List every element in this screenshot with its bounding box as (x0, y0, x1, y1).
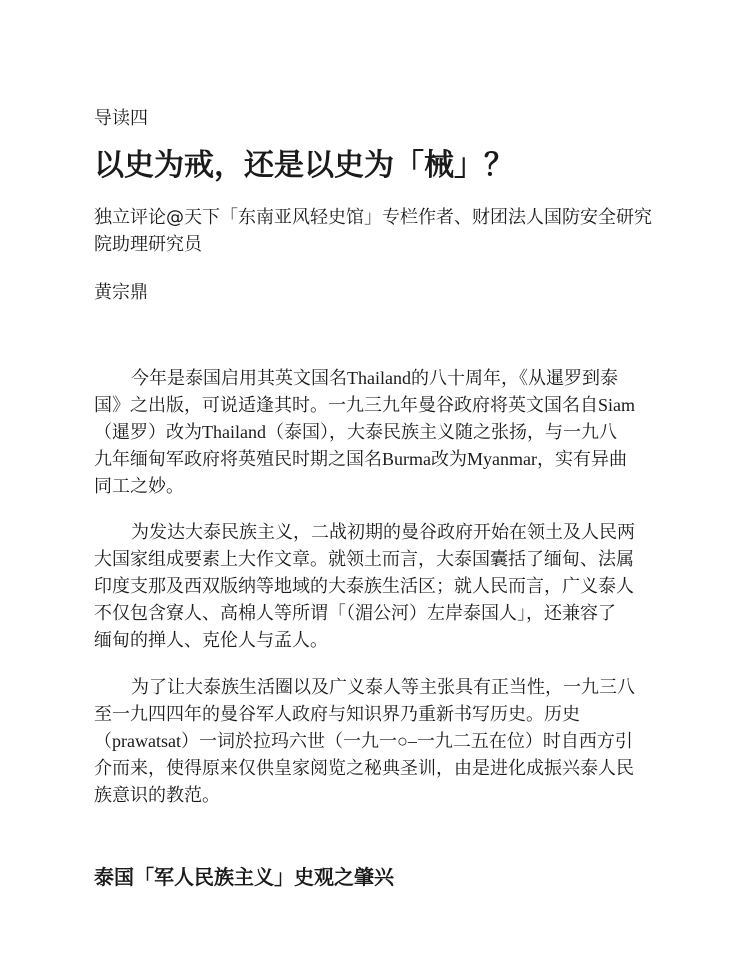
chapter-label: 导读四 (94, 108, 148, 129)
paragraph-line: 介而来，使得原来仅供皇家阅览之秘典圣训，由是进化成振兴泰人民 (94, 758, 634, 778)
paragraph-line: （prawatsat）一词於拉玛六世（一九一○–一九二五在位）时自西方引 (94, 731, 633, 751)
section-heading: 泰国「军人民族主义」史观之肇兴 (94, 865, 394, 889)
paragraph-line: 国》之出版，可说适逢其时。一九三九年曼谷政府将英文国名自Siam (94, 395, 635, 415)
paragraph-line: 至一九四四年的曼谷军人政府与知识界乃重新书写历史。历史 (94, 704, 580, 724)
author-affiliation: 独立评论@天下「东南亚风轻史馆」专栏作者、财团法人国防安全研究院助理研究员 (94, 207, 652, 255)
paragraph-line: 族意识的教范。 (94, 785, 220, 805)
paragraph-line: 九年缅甸军政府将英殖民时期之国名Burma改为Myanmar，实有异曲 (94, 449, 627, 469)
body-paragraph-3 (94, 674, 660, 809)
paragraph-line: （暹罗）改为Thailand（泰国），大泰民族主义随之张扬，与一九八 (94, 422, 617, 442)
author-name: 黄宗鼎 (94, 282, 148, 303)
body-paragraph-1 (94, 365, 660, 500)
paragraph-line: 大国家组成要素上大作文章。就领土而言，大泰国囊括了缅甸、法属 (94, 549, 634, 569)
paragraph-line: 为了让大泰族生活圈以及广义泰人等主张具有正当性，一九三八 (131, 677, 635, 697)
paragraph-line: 不仅包含寮人、高棉人等所谓「（湄公河）左岸泰国人」，还兼容了 (94, 603, 616, 623)
paragraph-line: 今年是泰国启用其英文国名Thailand的八十周年，《从暹罗到泰 (131, 368, 618, 388)
paragraph-line: 缅甸的掸人、克伦人与孟人。 (94, 630, 328, 650)
paragraph-line: 印度支那及西双版纳等地域的大泰族生活区；就人民而言，广义泰人 (94, 576, 634, 596)
body-paragraph-2 (94, 519, 660, 654)
article-title: 以史为戒，还是以史为「械」？ (94, 148, 514, 183)
paragraph-line: 为发达大泰民族主义，二战初期的曼谷政府开始在领土及人民两 (131, 522, 635, 542)
paragraph-line: 同工之妙。 (94, 476, 184, 496)
